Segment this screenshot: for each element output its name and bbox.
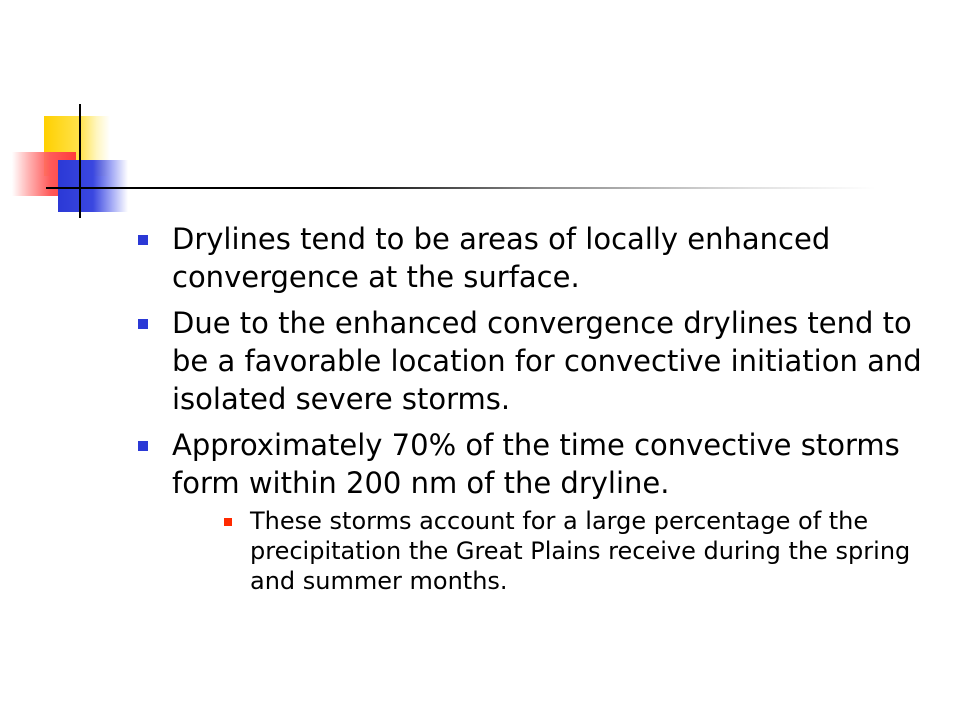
title-divider-line xyxy=(46,187,876,189)
square-bullet-icon xyxy=(138,441,148,451)
blue-square-decoration xyxy=(58,160,128,212)
bullet-text: Due to the enhanced convergence drylines tend to be a favorable location for convective initiation and isolated severe storms. xyxy=(172,306,922,416)
bullet-item xyxy=(134,426,924,596)
square-bullet-icon xyxy=(138,319,148,329)
corner-squares-logo xyxy=(0,0,140,230)
bullet-text: Approximately 70% of the time convective storms form within 200 nm of the dryline. xyxy=(172,428,900,500)
sub-bullet-item xyxy=(212,506,924,596)
square-sub-bullet-icon xyxy=(224,518,232,526)
vertical-rule xyxy=(79,104,81,218)
bullet-item xyxy=(134,220,924,296)
bullet-item xyxy=(134,304,924,418)
sub-bullet-text: These storms account for a large percentage of the precipitation the Great Plains receive during the spring and summer months. xyxy=(250,507,911,595)
square-bullet-icon xyxy=(138,235,148,245)
bullet-list xyxy=(134,220,924,604)
bullet-text: Drylines tend to be areas of locally enhanced convergence at the surface. xyxy=(172,222,831,294)
